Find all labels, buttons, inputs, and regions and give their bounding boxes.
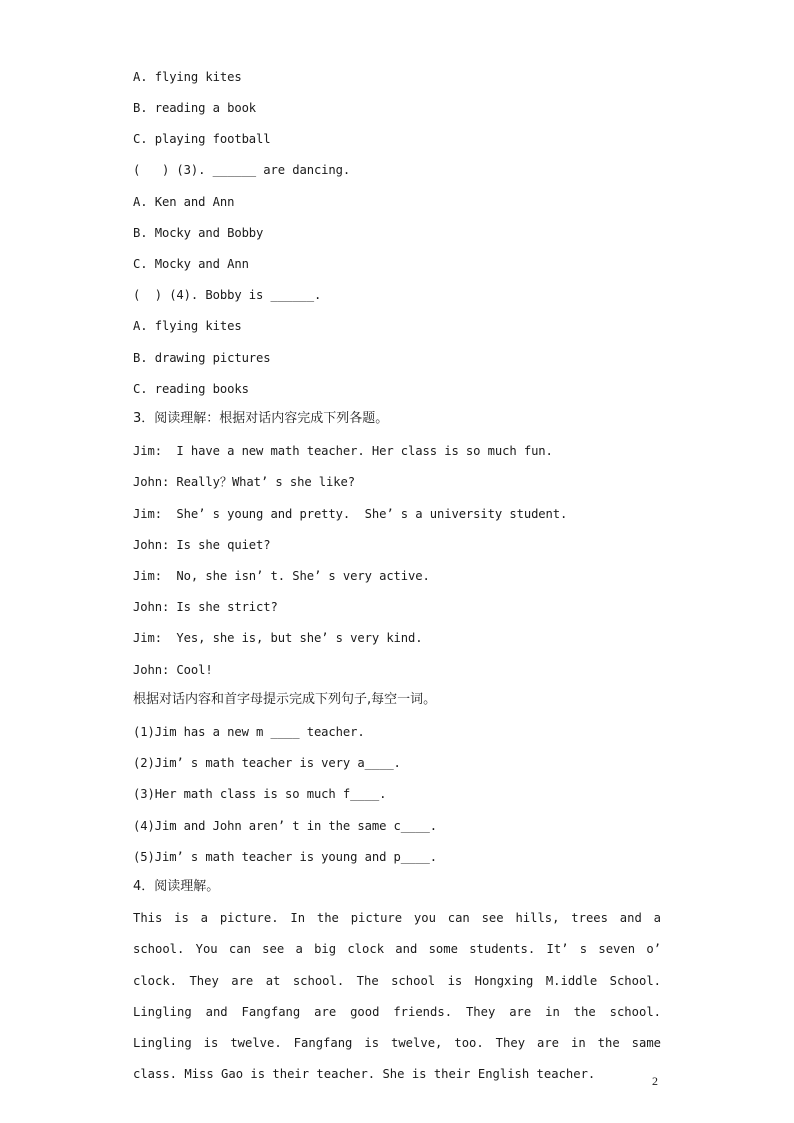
dialogue-line: John: Really？What’ s she like?: [133, 475, 355, 489]
q3-stem: ( ) (3). ______ are dancing.: [133, 163, 351, 177]
q2-option-b: B. reading a book: [133, 101, 257, 115]
section3-heading: 3．阅读理解：根据对话内容完成下列各题。: [133, 411, 389, 426]
q2-option-a: A. flying kites: [133, 70, 242, 84]
q4-option-c: C. reading books: [133, 382, 249, 396]
fill-blank-item: (5)Jim’ s math teacher is young and p____.: [133, 850, 437, 864]
dialogue-line: Jim: I have a new math teacher. Her class is so much fun.: [133, 444, 553, 458]
q3-option-a: A. Ken and Ann: [133, 195, 235, 209]
dialogue-line: John: Is she strict?: [133, 600, 278, 614]
dialogue-line: Jim: Yes, she is, but she’ s very kind.: [133, 631, 423, 645]
q4-stem: ( ) (4). Bobby is ______.: [133, 288, 322, 302]
fill-blank-item: (1)Jim has a new m ____ teacher.: [133, 725, 365, 739]
dialogue-line: Jim: No, she isn’ t. She’ s very active.: [133, 569, 430, 583]
q3-option-c: C. Mocky and Ann: [133, 257, 249, 271]
fill-blank-item: (2)Jim’ s math teacher is very a____.: [133, 756, 401, 770]
dialogue-line: John: Cool!: [133, 663, 213, 677]
page-number: 2: [652, 1074, 658, 1088]
section4-heading: 4．阅读理解。: [133, 879, 220, 894]
q4-option-b: B. drawing pictures: [133, 351, 271, 365]
fill-blank-item: (3)Her math class is so much f____.: [133, 787, 387, 801]
fill-blank-item: (4)Jim and John aren’ t in the same c____.: [133, 819, 437, 833]
q4-option-a: A. flying kites: [133, 319, 242, 333]
dialogue-line: John: Is she quiet?: [133, 538, 271, 552]
q2-option-c: C. playing football: [133, 132, 271, 146]
dialogue-line: Jim: She’ s young and pretty. She’ s a university student.: [133, 507, 568, 521]
section3-instruction: 根据对话内容和首字母提示完成下列句子,每空一词。: [133, 692, 437, 707]
reading-passage: This is a picture. In the picture you can see hills, trees and a school. You can see a big clock and some students. It’ s seven o’ clock. They are at school. The school is Hongxing M.iddle School. Lingling and Fangfang are good friends. They are in the school. Lingling is twelve. Fangfang is twelve, too. They are in the same class. Miss Gao is their teacher. She is their English teacher.: [133, 911, 661, 1082]
q3-option-b: B. Mocky and Bobby: [133, 226, 264, 240]
